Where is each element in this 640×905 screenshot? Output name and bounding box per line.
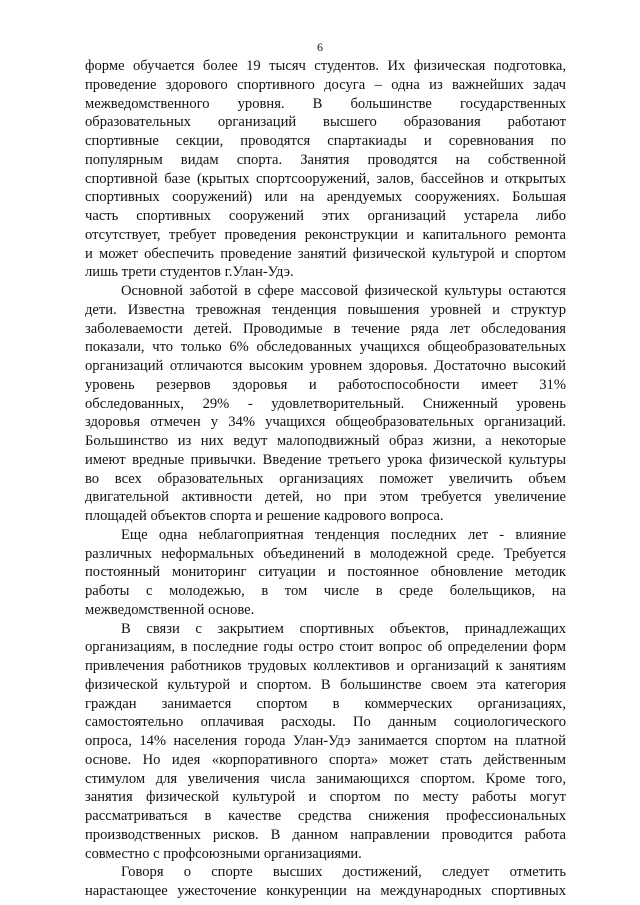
text-line: заболеваемости детей. Проводимые в течение ряда лет обследования [85,320,566,337]
text-line: спортивной базе (крытых спортсооружений, залов, бассейнов и открытых [85,170,566,187]
text-line: Говоря о спорте высших достижений, следует отметить [121,864,566,881]
paragraph [85,57,566,282]
text-line: межведомственного уровня. В большинстве государственных [85,95,566,112]
paragraph [85,863,566,901]
text-line: имеют вредные привычки. Введение третьего урока физической культуры [85,451,566,468]
text-line: рассматриваться в качестве средства снижения профессиональных [85,808,566,824]
text-line: В связи с закрытием спортивных объектов, принадлежащих [121,620,566,637]
text-line: здоровья отмечен у 34% учащихся общеобразовательных организаций. [85,414,566,431]
paragraph [85,620,566,864]
text-line: и может обеспечить проведение занятий физической культурой и спортом [85,245,566,262]
text-line: площадей объектов спорта и решение кадрового вопроса. [85,508,444,524]
text-line: основе. Но идея «корпоративного спорта» может стать действенным [85,751,566,768]
text-line: образовательных организаций высшего образования работают [85,114,566,131]
text-line: производственных рисков. В данном направлении проводится работа [85,826,566,843]
text-line: различных неформальных объединений в молодежной среде. Требуется [85,545,566,562]
text-line: самостоятельно оплачивая расходы. По данным социологического [85,714,566,731]
text-line: Большинство из них ведут малоподвижный образ жизни, а некоторые [85,433,566,449]
text-line: постоянный мониторинг ситуации и постоянное обновление методик [85,564,566,581]
text-line: обследованных, 29% - удовлетворительный. Сниженный уровень [85,395,566,412]
text-line: граждан занимается спортом в коммерческих организациях, [85,695,566,712]
text-line: Основной заботой в сфере массовой физической культуры остаются [121,283,566,299]
text-line: привлечения работников трудовых коллективов и организаций к занятиям [85,658,566,674]
text-line: межведомственной основе. [85,601,255,618]
paragraph [85,282,566,526]
text-line: форме обучается более 19 тысяч студентов. Их физическая подготовка, [85,58,566,74]
text-line: спортивных сооружений) или на арендуемых сооружениях. Большая [85,189,566,206]
text-line: лишь трети студентов г.Улан-Удэ. [85,264,294,281]
body-text [85,57,566,901]
page-number: 6 [317,40,323,54]
text-line: организациям, в последние годы остро стоит вопрос об определении форм [85,639,566,656]
text-line: дети. Известна тревожная тенденция повышения уровней и структур [85,301,566,318]
text-line: отсутствует, требует проведения реконструкции и капитального ремонта [85,226,566,243]
text-line: двигательной активности детей, но при этом требуется увеличение [85,489,566,506]
text-line: спортивные секции, проводятся спартакиады и соревнования по [85,133,566,149]
text-line: физической культурой и спортом. В большинстве своем эта категория [85,676,566,693]
text-line: проведение здорового спортивного досуга – одна из важнейших задач [85,76,566,93]
text-line: показали, что только 6% обследованных учащихся общеобразовательных [85,339,566,356]
text-line: во всех образовательных организациях поможет увеличить объем [85,470,566,487]
paragraph [85,526,566,620]
text-line: нарастающее ужесточение конкуренции на международных спортивных [85,883,566,899]
text-line: работы с молодежью, в том числе в среде болельщиков, на [85,583,566,599]
text-line: уровень резервов здоровья и работоспособности имеет 31% [85,376,566,393]
text-line: популярным видам спорта. Занятия проводятся на собственной [85,151,566,168]
text-line: часть спортивных сооружений этих организаций устарела либо [85,208,566,224]
text-line: организаций отличаются высоким уровнем здоровья. Достаточно высокий [85,358,566,374]
text-line: опроса, 14% населения города Улан-Удэ занимается спортом на платной [85,733,566,749]
text-line: стимулом для увеличения числа занимающихся спортом. Кроме того, [85,770,566,787]
text-line: Еще одна неблагоприятная тенденция последних лет - влияние [121,526,566,543]
text-line: совместно с профсоюзными организациями. [85,845,362,862]
text-line: занятия физической культурой и спортом по месту работы могут [85,789,566,806]
